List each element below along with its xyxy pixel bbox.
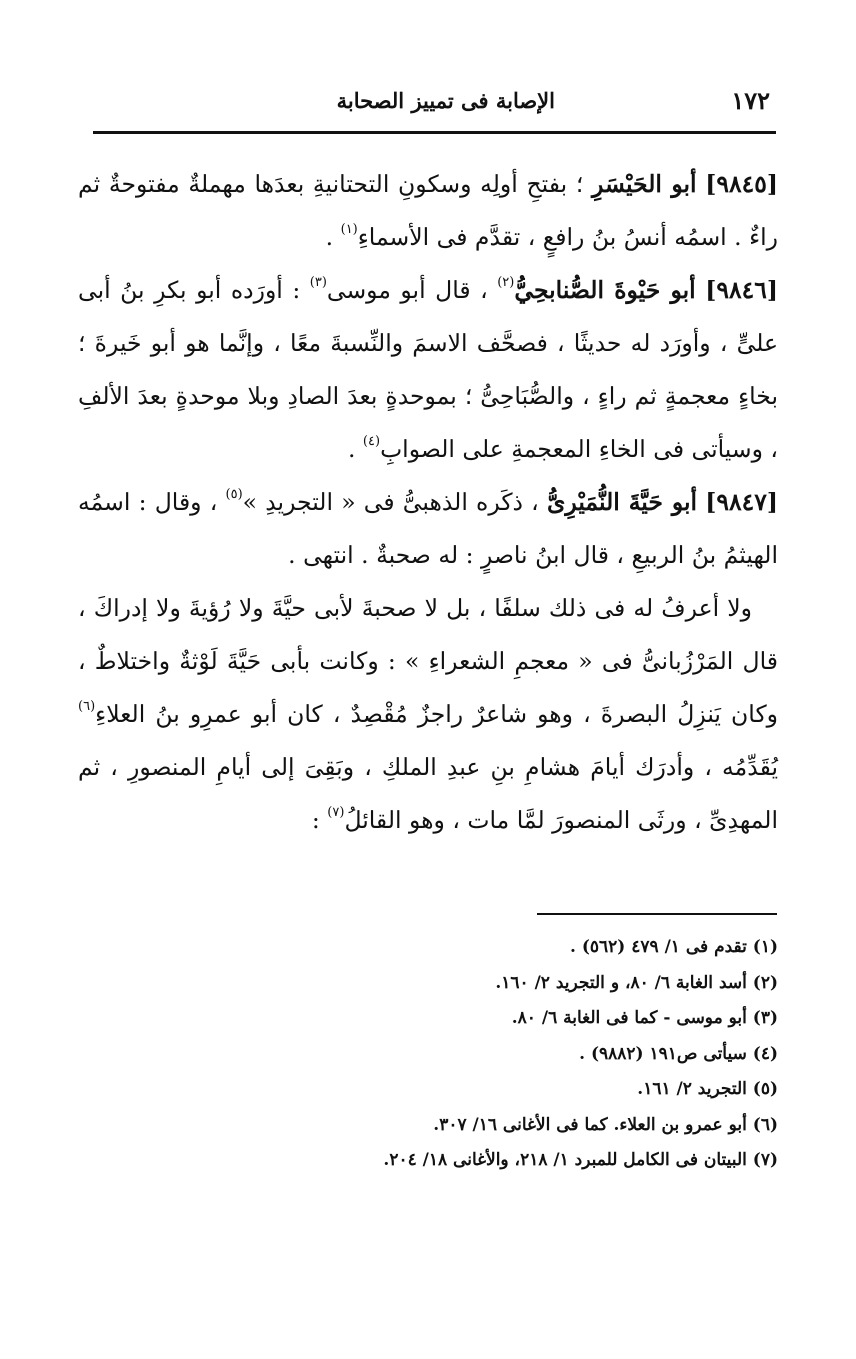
footnote-ref: (٤) bbox=[362, 434, 381, 449]
running-title: الإصابة فى تمييز الصحابة bbox=[336, 88, 555, 113]
entry-number: [٩٨٤٦] bbox=[705, 276, 778, 304]
entry-9846 bbox=[78, 264, 778, 476]
page-number: ١٧٢ bbox=[731, 86, 770, 115]
footnote: (٢) أسد الغابة ٦/ ٨٠، و التجريد ٢/ ١٦٠. bbox=[495, 972, 778, 993]
entry-text: ، وقال : اسمُه الهيثمُ بنُ الربيعِ ، قال ابنُ ناصرٍ : له صحبةٌ . انتهى . bbox=[78, 488, 778, 569]
footnote-ref: (١) bbox=[340, 222, 358, 237]
entry-text: ، ذكَره الذهبىُّ فى « التجريدِ » bbox=[242, 488, 539, 516]
footnote-ref: (٦) bbox=[78, 699, 96, 714]
footnote: (١) تقدم فى ١/ ٤٧٩ (٥٦٢) . bbox=[569, 937, 778, 957]
footnotes bbox=[300, 930, 778, 1179]
entry-9847 bbox=[78, 476, 778, 582]
footnote-ref: (٣) bbox=[309, 275, 327, 290]
entry-9845 bbox=[78, 158, 778, 264]
entry-text: : أورَده أبو بكرِ بنُ أبى علىٍّ ، وأورَد له حديثًا ، فصحَّف الاسمَ والنِّسبةَ معًا ، وإنَّما هو أبو خَيرةَ ؛ بخاءٍ معجمةٍ ثم راءٍ ، والصُّبَاحِىُّ ؛ بموحدةٍ بعدَ الصادِ وبلا موحدةٍ بعدَ الألفِ ، وسيأتى فى الخاءِ المعجمةِ على الصوابِ bbox=[78, 276, 778, 463]
page-header bbox=[93, 84, 770, 124]
entry-text: ، قال أبو موسى bbox=[326, 276, 488, 304]
footnote: (٣) أبو موسى - كما فى الغابة ٦/ ٨٠. bbox=[511, 1008, 778, 1028]
commentary-paragraph bbox=[78, 582, 778, 847]
footnote-ref: (٢) bbox=[497, 275, 515, 290]
entry-tail: . bbox=[325, 223, 334, 251]
paragraph-text: يُقَدِّمُه ، وأدرَك أيامَ هشامِ بنِ عبدِ الملكِ ، وبَقِىَ إلى أيامِ المنصورِ ، ثم المهدِىِّ ، ورثَى المنصورَ لمَّا مات ، وهو القائلُ bbox=[78, 753, 778, 834]
footnote: (٧) البيتان فى الكامل للمبرد ١/ ٢١٨، والأغانى ١٨/ ٢٠٤. bbox=[383, 1150, 778, 1170]
footnote-rule bbox=[537, 913, 777, 915]
footnote-ref: (٧) bbox=[327, 805, 345, 820]
paragraph-tail: : bbox=[311, 806, 320, 834]
footnote: (٤) سيأتى ص١٩١ (٩٨٨٢) . bbox=[579, 1043, 778, 1064]
entry-number: [٩٨٤٥] bbox=[705, 170, 778, 198]
entry-text: ؛ بفتحِ أولِه وسكونِ التحتانيةِ بعدَها مهملةٌ مفتوحةٌ ثم راءٌ . اسمُه أنسُ بنُ رافعٍ ، تقدَّم فى الأسماءِ bbox=[78, 170, 778, 251]
entry-name: أبو الحَيْسَرِ bbox=[592, 170, 697, 198]
entry-name: أبو حَيْوةَ الصُّنابحِيُّ bbox=[514, 276, 696, 304]
footnote: (٦) أبو عمرو بن العلاء. كما فى الأغانى ١٦/ ٣٠٧. bbox=[433, 1114, 778, 1135]
entry-number: [٩٨٤٧] bbox=[705, 488, 778, 516]
main-text bbox=[78, 158, 778, 847]
paragraph-text: ولا أعرفُ له فى ذلك سلفًا ، بل لا صحبةَ لأبى حيَّةَ ولا رُؤيةَ ولا إدراكَ ، قال المَرْزُبانىُّ فى « معجمِ الشعراءِ » : وكانت بأبى حَيَّةَ لَوْثةٌ واختلاطٌ ، وكان يَنزِلُ البصرةَ ، وهو شاعرٌ راجزٌ مُقْصِدٌ ، كان أبو عمرِو بنُ العلاءِ bbox=[78, 594, 778, 728]
footnote: (٥) التجريد ٢/ ١٦١. bbox=[637, 1079, 778, 1099]
entry-name: أبو حَيَّةَ النُّمَيْرِىُّ bbox=[546, 488, 698, 516]
header-rule bbox=[93, 131, 776, 134]
entry-tail: . bbox=[347, 435, 356, 463]
footnote-ref: (٥) bbox=[225, 487, 243, 502]
